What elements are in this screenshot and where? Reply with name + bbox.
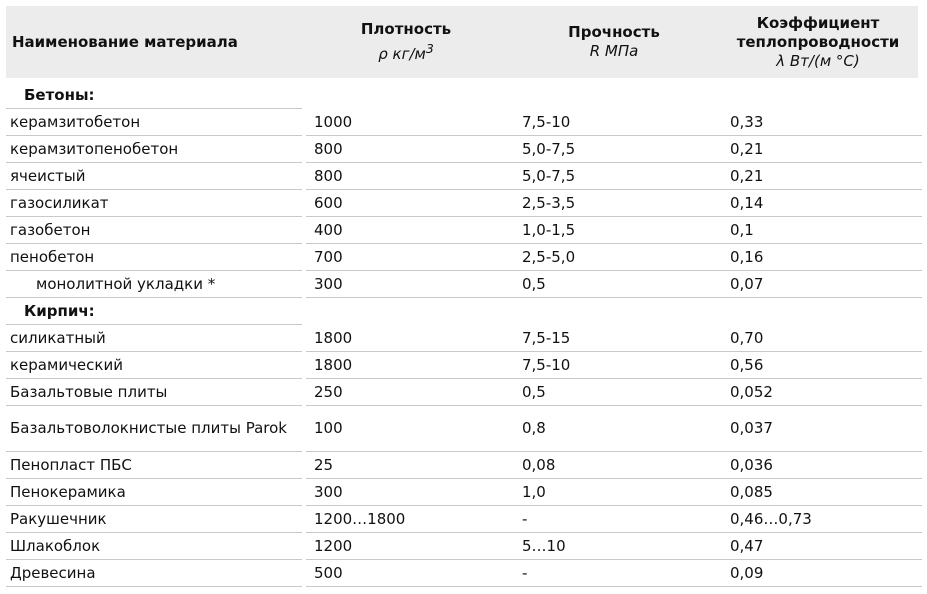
strength-cell: 7,5-15 (514, 325, 722, 352)
material-name: керамический (6, 352, 302, 379)
density-cell: 25 (306, 452, 514, 479)
density-cell: 400 (306, 217, 514, 244)
strength-cell: 1,0-1,5 (514, 217, 722, 244)
conductivity-cell: 0,1 (722, 217, 922, 244)
density-cell: 600 (306, 190, 514, 217)
header-density-label: Плотность (360, 20, 452, 38)
density-cell: 1200…1800 (306, 506, 514, 533)
strength-cell: 7,5-10 (514, 109, 722, 136)
density-cell: 800 (306, 136, 514, 163)
material-name: Пенопласт ПБС (6, 452, 302, 479)
material-name: Базальтовые плиты (6, 379, 302, 406)
conductivity-cell: 0,036 (722, 452, 922, 479)
header-strength-unit: R МПа (589, 42, 639, 60)
header-density-unit (378, 39, 434, 64)
density-cell: 500 (306, 560, 514, 587)
header-density-unit-text: ρ кг/м (378, 45, 426, 63)
table-body (6, 82, 918, 587)
header-strength-label: Прочность (568, 23, 660, 41)
header-conductivity-label-2: теплопроводности (736, 32, 900, 51)
header-strength (510, 6, 718, 78)
density-cell: 300 (306, 271, 514, 298)
conductivity-cell: 0,07 (722, 271, 922, 298)
table-row (6, 244, 918, 271)
table-row (6, 271, 918, 298)
material-name: монолитной укладки * (6, 271, 302, 298)
density-cell: 1200 (306, 533, 514, 560)
group-row (6, 82, 918, 109)
table-row (6, 217, 918, 244)
conductivity-cell: 0,47 (722, 533, 922, 560)
table-row (6, 163, 918, 190)
header-density-unit-sup: 3 (425, 41, 434, 56)
group-title: Бетоны: (6, 82, 302, 109)
density-cell: 100 (306, 406, 514, 452)
material-name: Ракушечник (6, 506, 302, 533)
header-material-name (6, 6, 302, 78)
conductivity-cell: 0,21 (722, 136, 922, 163)
density-cell: 1000 (306, 109, 514, 136)
strength-cell: - (514, 506, 722, 533)
table-row (6, 506, 918, 533)
conductivity-cell: 0,14 (722, 190, 922, 217)
strength-cell: 5…10 (514, 533, 722, 560)
strength-cell (514, 298, 722, 325)
strength-cell: 5,0-7,5 (514, 136, 722, 163)
table-row (6, 325, 918, 352)
table-row (6, 136, 918, 163)
material-name: Древесина (6, 560, 302, 587)
material-name: керамзитобетон (6, 109, 302, 136)
material-name: керамзитопенобетон (6, 136, 302, 163)
table-row (6, 379, 918, 406)
strength-cell (514, 82, 722, 109)
strength-cell: 0,8 (514, 406, 722, 452)
header-conductivity-label-1: Коэффициент (756, 13, 880, 32)
density-cell (306, 298, 514, 325)
strength-cell: 0,08 (514, 452, 722, 479)
strength-cell: 0,5 (514, 271, 722, 298)
conductivity-cell: 0,21 (722, 163, 922, 190)
material-name: Пенокерамика (6, 479, 302, 506)
material-name: пенобетон (6, 244, 302, 271)
conductivity-cell: 0,037 (722, 406, 922, 452)
material-name: Базальтоволокнистые плиты Parok (6, 406, 302, 452)
density-cell: 300 (306, 479, 514, 506)
table-row (6, 109, 918, 136)
table-row (6, 190, 918, 217)
density-cell: 700 (306, 244, 514, 271)
conductivity-cell: 0,052 (722, 379, 922, 406)
group-title: Кирпич: (6, 298, 302, 325)
material-name: ячеистый (6, 163, 302, 190)
density-cell: 1800 (306, 325, 514, 352)
conductivity-cell: 0,085 (722, 479, 922, 506)
strength-cell: 2,5-5,0 (514, 244, 722, 271)
strength-cell: 1,0 (514, 479, 722, 506)
header-conductivity-unit: λ Вт/(м °С) (776, 51, 860, 70)
material-name: газобетон (6, 217, 302, 244)
strength-cell: 7,5-10 (514, 352, 722, 379)
density-cell: 1800 (306, 352, 514, 379)
conductivity-cell: 0,56 (722, 352, 922, 379)
table-row (6, 533, 918, 560)
density-cell: 250 (306, 379, 514, 406)
materials-table (6, 6, 918, 587)
density-cell (306, 82, 514, 109)
table-row (6, 560, 918, 587)
material-name: Шлакоблок (6, 533, 302, 560)
table-row (6, 352, 918, 379)
conductivity-cell: 0,16 (722, 244, 922, 271)
header-conductivity (718, 6, 918, 78)
material-name: силикатный (6, 325, 302, 352)
table-row (6, 479, 918, 506)
group-row (6, 298, 918, 325)
table-row (6, 452, 918, 479)
header-name-label: Наименование материала (12, 32, 238, 51)
strength-cell: 2,5-3,5 (514, 190, 722, 217)
density-cell: 800 (306, 163, 514, 190)
material-name: газосиликат (6, 190, 302, 217)
header-density (302, 6, 510, 78)
table-header (6, 6, 918, 78)
strength-cell: 0,5 (514, 379, 722, 406)
conductivity-cell: 0,09 (722, 560, 922, 587)
strength-cell: - (514, 560, 722, 587)
conductivity-cell: 0,46…0,73 (722, 506, 922, 533)
table-row (6, 406, 918, 452)
conductivity-cell: 0,33 (722, 109, 922, 136)
conductivity-cell (722, 82, 922, 109)
conductivity-cell (722, 298, 922, 325)
conductivity-cell: 0,70 (722, 325, 922, 352)
strength-cell: 5,0-7,5 (514, 163, 722, 190)
